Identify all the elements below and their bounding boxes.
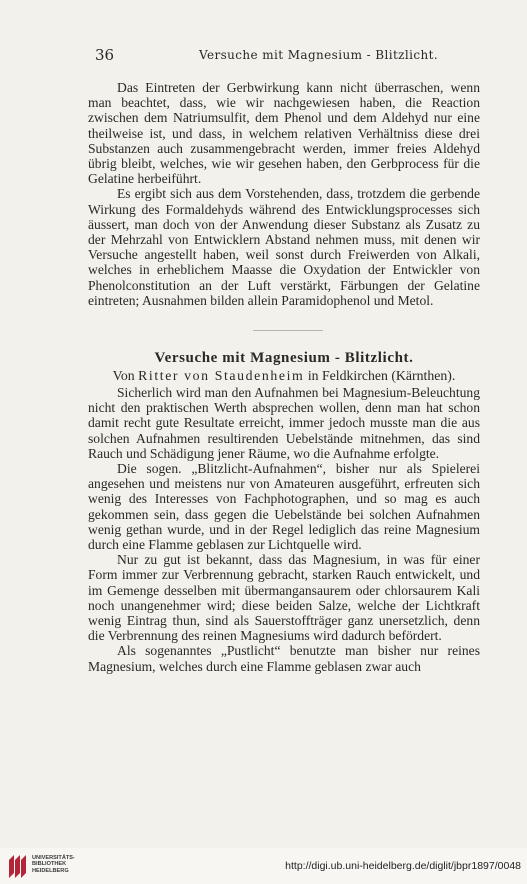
section-divider: [253, 330, 323, 331]
logo-text: [32, 855, 75, 874]
source-url-link[interactable]: http://digi.ub.uni-heidelberg.de/diglit/jbpr1897/0048: [285, 860, 521, 872]
logo-line: UNIVERSITÄTS-: [32, 855, 75, 861]
article-title: Versuche mit Magnesium - Blitzlicht.: [154, 350, 414, 366]
byline-suffix: in Feldkirchen (Kärnthen).: [307, 368, 456, 383]
library-seal-icon: [6, 852, 30, 880]
paragraph: Die sogen. „Blitzlicht-Aufnahmen“, bisher nur als Spielerei angesehen und meistens nur von Amateuren ausgeführt, erfreuten sich wenig des Interesses von Fachphotographen, und so mag es auch gekommen sein, dass gegen die Uebelstände bei solchen Aufnahmen wenig gethan wurde, und in der Regel lediglich das reine Magnesium durch eine Flamme geblasen zur Lichtquelle wird.: [88, 461, 480, 553]
byline-author: Ritter von Staudenheim: [138, 368, 305, 383]
section-previous-article: [88, 80, 480, 308]
paragraph: Sicherlich wird man den Aufnahmen bei Magnesium-Beleuchtung nicht den praktischen Werth absprechen wollen, denn man hat schon damit recht gute Resultate erreicht, immer jedoch musste man die aus solchen Aufnahmen resultirenden Uebelstände mitnehmen, das sind Rauch und Schädigung jener Räume, wo die Aufnahme erfolgte.: [88, 385, 480, 461]
logo-line: BIBLIOTHEK: [32, 861, 67, 868]
paragraph: Als sogenanntes „Pustlicht“ benutzte man bisher nur reines Magnesium, welches durch eine Flamme geblasen zwar auch: [88, 643, 480, 674]
paragraph: Nur zu gut ist bekannt, dass das Magnesium, in was für einer Form immer zur Verbrennung gebracht, starken Rauch entwickelt, und im Gemenge desselben mit übermangansaurem oder chlorsaurem Kali noch unangenehmer wird; diese beiden Salze, welche der Lichtkraft wenig Eintrag thun, sind als Sauerstoffträger ganz unersetzlich, denn die Verbrennung des reinen Magnesiums wird dadurch befördert.: [88, 552, 480, 644]
article-byline: [88, 368, 480, 384]
paragraph: Das Eintreten der Gerbwirkung kann nicht überraschen, wenn man beachtet, dass, wie wir nachgewiesen haben, die Reaction zwischen dem Natriumsulfit, dem Phenol und dem Aldehyd nur eine theilweise ist, und dass, in welchem relativen Verhältniss diese drei Substanzen auch zusammengebracht werden, immer freies Aldehyd übrig bleibt, welches, wie wir gesehen haben, den Gerbprocess für die Gelatine herbeiführt.: [88, 80, 480, 187]
logo-line: HEIDELBERG: [32, 867, 69, 874]
paragraph: Es ergibt sich aus dem Vorstehenden, dass, trotzdem die gerbende Wirkung des Formaldehyds während des Entwicklungsprocesses sich äussert, man doch von der Anwendung dieser Substanz als Zusatz zu der Mehrzahl von Entwicklern Abstand nehmen muss, mit denen wir Versuche angestellt haben, weil sonst durch Freiwerden von Alkali, welches in erheblichem Maasse die Oxydation der Entwickler von Phenolconstitution an der Luft verstärkt, Färbungen der Gelatine eintreten; Ausnahmen bilden allein Paramidophenol und Metol.: [88, 186, 480, 308]
page-number: 36: [95, 46, 115, 64]
byline-prefix: Von: [112, 368, 135, 383]
article-body: [88, 385, 480, 674]
library-logo[interactable]: [6, 852, 76, 882]
running-title: Versuche mit Magnesium - Blitzlicht.: [199, 48, 439, 62]
page-header: [95, 46, 475, 66]
